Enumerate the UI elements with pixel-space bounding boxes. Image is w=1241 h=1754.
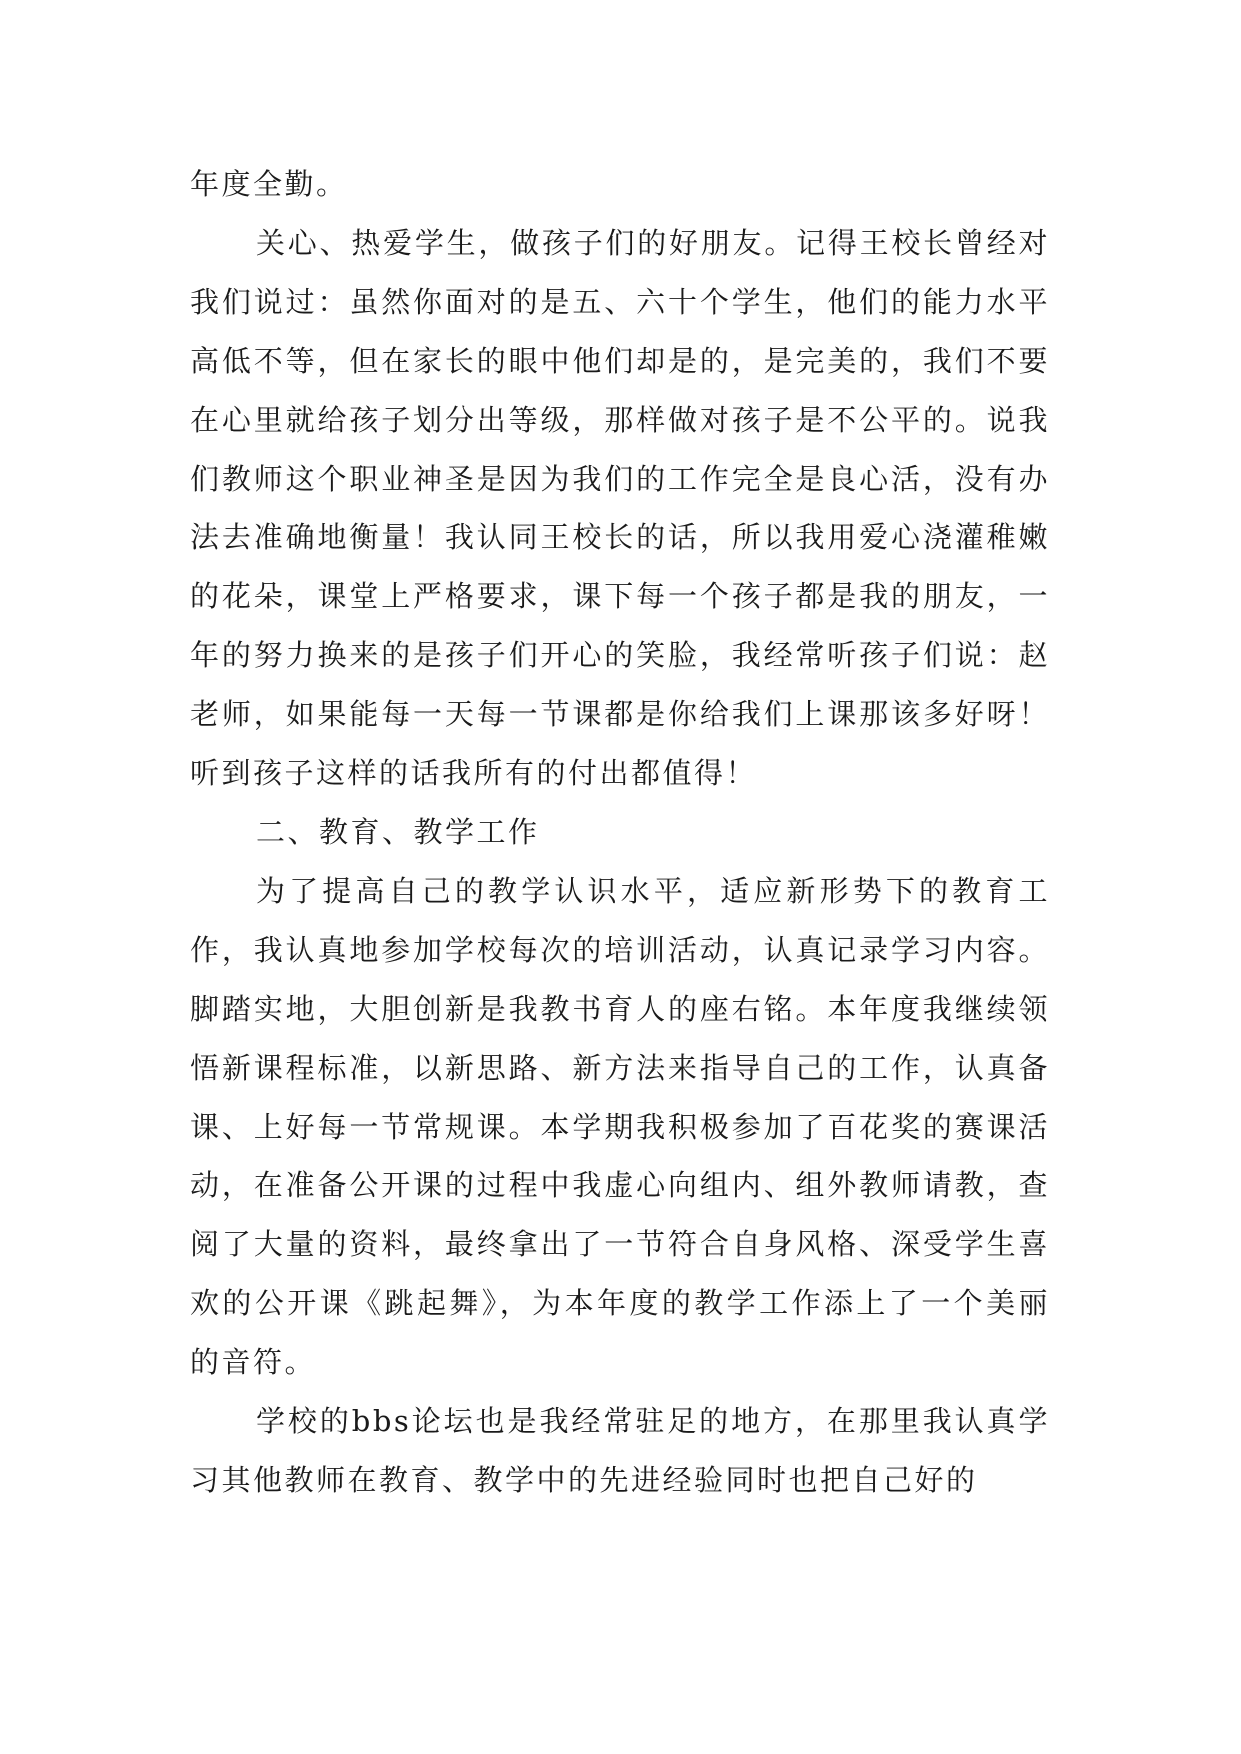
document-body <box>190 155 1050 1510</box>
paragraph-caring-for-students: 关心、热爱学生，做孩子们的好朋友。记得王校长曾经对我们说过：虽然你面对的是五、六十个学生，他们的能力水平高低不等，但在家长的眼中他们却是的，是完美的，我们不要在心里就给孩子划分出等级，那样做对孩子是不公平的。说我们教师这个职业神圣是因为我们的工作完全是良心活，没有办法去准确地衡量！我认同王校长的话，所以我用爱心浇灌稚嫩的花朵，课堂上严格要求，课下每一个孩子都是我的朋友，一年的努力换来的是孩子们开心的笑脸，我经常听孩子们说：赵老师，如果能每一天每一节课都是你给我们上课那该多好呀！听到孩子这样的话我所有的付出都值得！ <box>190 225 1050 791</box>
paragraph-teaching-improvement: 为了提高自己的教学认识水平，适应新形势下的教育工作，我认真地参加学校每次的培训活动，认真记录学习内容。脚踏实地，大胆创新是我教书育人的座右铭。本年度我继续领悟新课程标准，以新思路、新方法来指导自己的工作，认真备课、上好每一节常规课。本学期我积极参加了百花奖的赛课活动，在准备公开课的过程中我虚心向组内、组外教师请教，查阅了大量的资料，最终拿出了一节符合自身风格、深受学生喜欢的公开课《跳起舞》，为本年度的教学工作添上了一个美丽的音符。 <box>190 873 1050 1380</box>
section-heading-education-teaching: 二、教育、教学工作 <box>256 814 540 849</box>
paragraph-attendance-ending: 年度全勤。 <box>190 167 348 201</box>
paragraph-bbs-forum: 学校的bbs论坛也是我经常驻足的地方，在那里我认真学习其他教师在教育、教学中的先进经验同时也把自己好的 <box>190 1404 1050 1497</box>
